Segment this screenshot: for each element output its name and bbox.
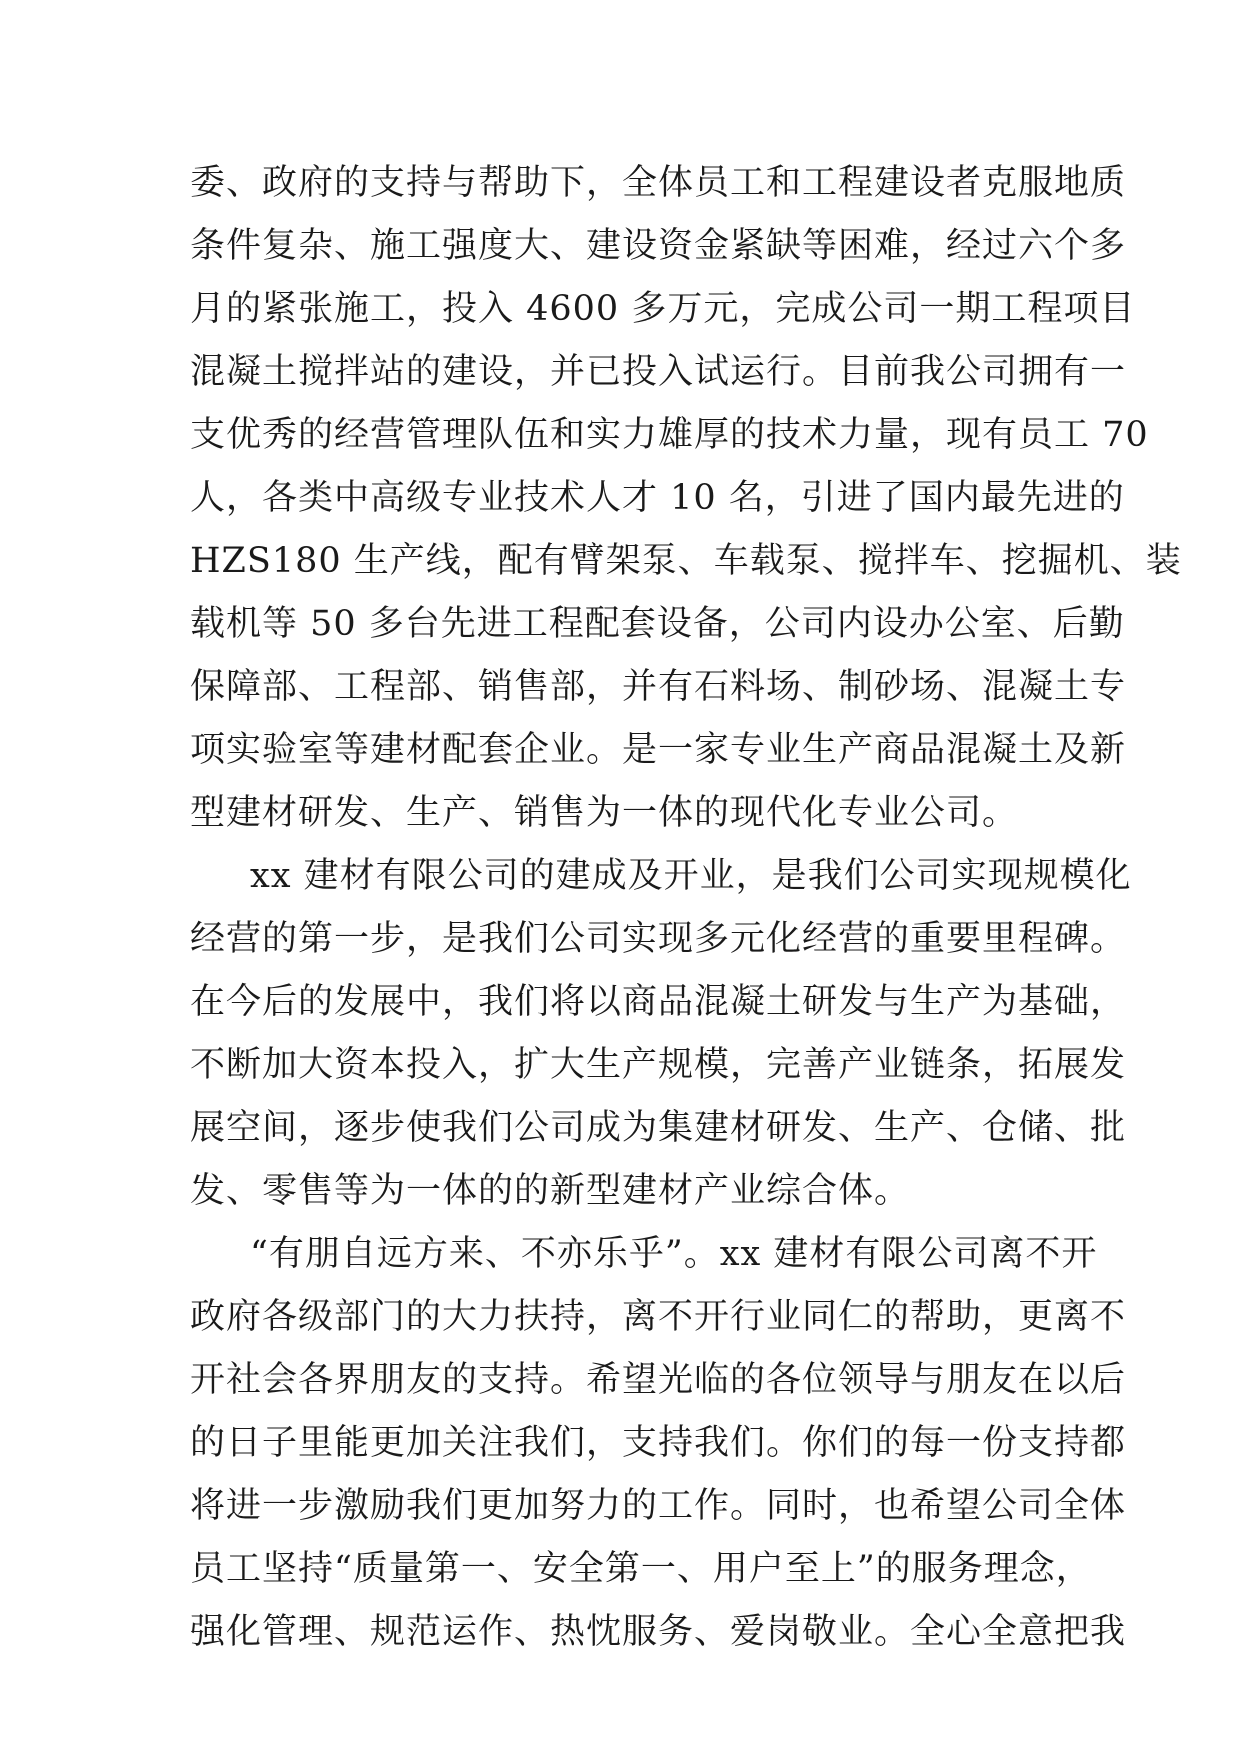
text-line: 不断加大资本投入，扩大生产规模，完善产业链条，拓展发 xyxy=(190,1045,1127,1085)
text-line: 项实验室等建材配套企业。是一家专业生产商品混凝土及新 xyxy=(190,730,1127,770)
text-line: 的日子里能更加关注我们，支持我们。你们的每一份支持都 xyxy=(190,1423,1127,1463)
text-line: 在今后的发展中，我们将以商品混凝土研发与生产为基础， xyxy=(190,982,1127,1022)
text-line: 支优秀的经营管理队伍和实力雄厚的技术力量，现有员工 70 xyxy=(190,415,1149,455)
text-line: 开社会各界朋友的支持。希望光临的各位领导与朋友在以后 xyxy=(190,1360,1127,1400)
text-line: 载机等 50 多台先进工程配套设备，公司内设办公室、后勤 xyxy=(190,604,1125,644)
text-line: 人，各类中高级专业技术人才 10 名，引进了国内最先进的 xyxy=(190,478,1125,518)
text-line: 发、零售等为一体的的新型建材产业综合体。 xyxy=(190,1171,911,1211)
text-line: 月的紧张施工，投入 4600 多万元，完成公司一期工程项目 xyxy=(190,289,1136,329)
text-line: 型建材研发、生产、销售为一体的现代化专业公司。 xyxy=(190,793,1019,833)
text-line: 员工坚持“质量第一、安全第一、用户至上”的服务理念， xyxy=(190,1549,1092,1589)
text-line: 经营的第一步，是我们公司实现多元化经营的重要里程碑。 xyxy=(190,919,1127,959)
paragraph-first-line: xx 建材有限公司的建成及开业，是我们公司实现规模化 xyxy=(250,856,1132,896)
text-line: 保障部、工程部、销售部，并有石料场、制砂场、混凝土专 xyxy=(190,667,1127,707)
body-text xyxy=(190,152,1182,1664)
text-line: 展空间，逐步使我们公司成为集建材研发、生产、仓储、批 xyxy=(190,1108,1127,1148)
text-line: 强化管理、规范运作、热忱服务、爱岗敬业。全心全意把我 xyxy=(190,1612,1127,1652)
text-line: HZS180 生产线，配有臂架泵、车载泵、搅拌车、挖掘机、装 xyxy=(190,541,1182,581)
text-line: 委、政府的支持与帮助下，全体员工和工程建设者克服地质 xyxy=(190,163,1127,203)
text-line: 条件复杂、施工强度大、建设资金紧缺等困难，经过六个多 xyxy=(190,226,1127,266)
paragraph-first-line: “有朋自远方来、不亦乐乎”。xx 建材有限公司离不开 xyxy=(250,1234,1098,1274)
text-line: 将进一步激励我们更加努力的工作。同时，也希望公司全体 xyxy=(190,1486,1127,1526)
text-line: 政府各级部门的大力扶持，离不开行业同仁的帮助，更离不 xyxy=(190,1297,1127,1337)
text-line: 混凝土搅拌站的建设，并已投入试运行。目前我公司拥有一 xyxy=(190,352,1127,392)
